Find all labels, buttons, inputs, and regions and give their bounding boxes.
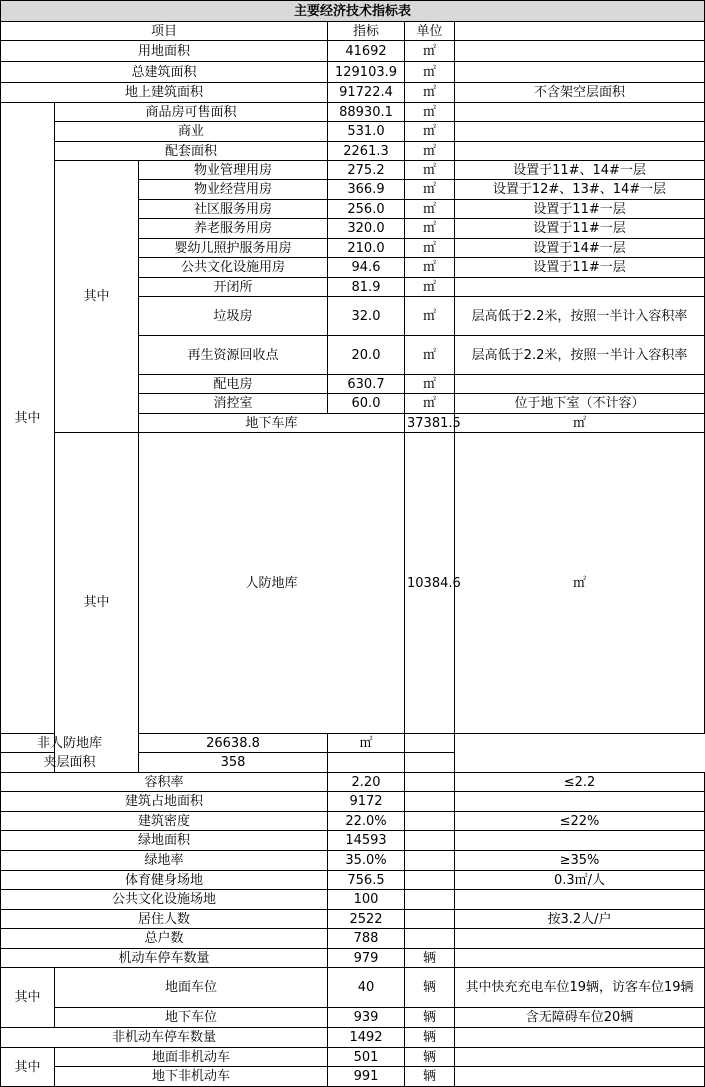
table-row [1,890,705,910]
row-unit: ㎡ [405,239,455,258]
row-unit: ㎡ [405,219,455,239]
row-unit: 辆 [405,949,455,968]
table-row [1,83,705,103]
row-label: 地上建筑面积 [1,83,328,103]
table-row [1,1008,705,1028]
row-value: 756.5 [328,871,405,890]
row-value: 358 [139,753,328,773]
table-row [1,753,705,773]
row-label: 非人防地库 [1,734,139,753]
row-value: 979 [328,949,405,968]
row-note [455,792,705,812]
row-note: 0.3㎡/人 [455,871,705,890]
table-title: 主要经济技术指标表 [1,1,705,22]
header-value: 指标 [328,22,405,41]
row-unit [405,792,455,812]
row-note: 含无障碍车位20辆 [455,1008,705,1028]
table-row [1,949,705,968]
table-row [1,1048,705,1067]
row-label: 公共文化设施场地 [1,890,328,910]
header-row [1,22,705,41]
row-value: 256.0 [328,200,405,219]
table-row [1,734,705,753]
row-unit: ㎡ [405,375,455,394]
row-note: 设置于11#一层 [455,200,705,219]
row-label: 社区服务用房 [139,200,328,219]
row-unit: 辆 [405,1067,455,1087]
row-unit: ㎡ [405,161,455,180]
row-label: 非机动车停车数量 [1,1028,328,1048]
row-note [455,103,705,122]
row-value: 129103.9 [328,62,405,83]
row-unit: 辆 [405,968,455,1008]
row-value: 2261.3 [328,142,405,161]
row-note [455,1048,705,1067]
row-note [455,1028,705,1048]
table-row [1,1028,705,1048]
row-label: 商品房可售面积 [55,103,328,122]
row-label: 物业经营用房 [139,180,328,200]
row-unit [405,910,455,929]
row-unit: ㎡ [405,122,455,142]
row-note [455,890,705,910]
row-label: 公共文化设施用房 [139,258,328,278]
row-unit: 辆 [405,1028,455,1048]
row-value: 41692 [328,41,405,62]
row-label: 总户数 [1,929,328,949]
table-row [1,968,705,1008]
row-label: 消控室 [139,394,328,414]
row-value: 35.0% [328,851,405,871]
row-unit: ㎡ [405,142,455,161]
row-note: 设置于12#、13#、14#一层 [455,180,705,200]
group-label-1: 其中 [1,103,55,734]
row-note [405,753,455,773]
row-unit: ㎡ [405,200,455,219]
table-row [1,871,705,890]
row-unit [405,890,455,910]
table-row [1,1067,705,1087]
row-note [455,278,705,297]
row-value: 630.7 [328,375,405,394]
table-row [1,831,705,851]
row-note [455,831,705,851]
row-value: 991 [328,1067,405,1087]
row-label: 容积率 [1,773,328,792]
row-label: 配电房 [139,375,328,394]
row-value: 366.9 [328,180,405,200]
row-value: 320.0 [328,219,405,239]
table-row [1,910,705,929]
row-note: 设置于11#一层 [455,219,705,239]
row-unit [405,831,455,851]
row-note: 其中快充充电车位19辆，访客车位19辆 [455,968,705,1008]
row-unit: ㎡ [455,414,705,433]
row-note: 设置于11#、14#一层 [455,161,705,180]
row-note [455,142,705,161]
table-row [1,62,705,83]
row-value: 10384.6 [405,433,455,734]
row-unit: ㎡ [405,41,455,62]
row-value: 2522 [328,910,405,929]
row-note [455,122,705,142]
row-unit: ㎡ [405,336,455,375]
row-note [455,929,705,949]
row-unit: 辆 [405,1048,455,1067]
row-label: 绿地面积 [1,831,328,851]
row-label: 机动车停车数量 [1,949,328,968]
row-value: 1492 [328,1028,405,1048]
row-label: 用地面积 [1,41,328,62]
table-row [1,142,705,161]
row-value: 60.0 [328,394,405,414]
row-value: 37381.5 [405,414,455,433]
row-unit [405,871,455,890]
table-row [1,929,705,949]
row-label: 配套面积 [55,142,328,161]
row-value: 20.0 [328,336,405,375]
row-unit: 辆 [405,1008,455,1028]
row-label: 地下车库 [139,414,405,433]
row-note: 设置于14#一层 [455,239,705,258]
group-label-5: 其中 [1,1048,55,1087]
row-label: 地面车位 [55,968,328,1008]
header-item: 项目 [1,22,328,41]
table-row [1,103,705,122]
header-note [455,22,705,41]
table-row [1,41,705,62]
row-note [455,375,705,394]
row-value: 94.6 [328,258,405,278]
row-label: 养老服务用房 [139,219,328,239]
row-label: 垃圾房 [139,297,328,336]
row-unit [328,753,405,773]
row-note [405,734,455,753]
row-note: 不含架空层面积 [455,83,705,103]
row-value: 26638.8 [139,734,328,753]
row-label: 居住人数 [1,910,328,929]
row-unit: ㎡ [405,103,455,122]
row-unit: ㎡ [405,278,455,297]
table-row [1,122,705,142]
table-row [1,773,705,792]
table-row [1,161,705,180]
table-row [1,433,705,734]
row-value: 939 [328,1008,405,1028]
row-unit: ㎡ [405,297,455,336]
row-note: ≥35% [455,851,705,871]
row-label: 建筑占地面积 [1,792,328,812]
row-unit: ㎡ [328,734,405,753]
row-note: 按3.2人/户 [455,910,705,929]
row-value: 210.0 [328,239,405,258]
group-label-4: 其中 [1,968,55,1028]
row-value: 9172 [328,792,405,812]
row-value: 88930.1 [328,103,405,122]
row-unit: ㎡ [405,258,455,278]
row-note: ≤2.2 [455,773,705,792]
row-label: 绿地率 [1,851,328,871]
row-label: 开闭所 [139,278,328,297]
row-label: 物业管理用房 [139,161,328,180]
row-value: 32.0 [328,297,405,336]
row-note: 层高低于2.2米，按照一半计入容积率 [455,297,705,336]
row-unit: ㎡ [405,62,455,83]
row-label: 体育健身场地 [1,871,328,890]
row-note: ≤22% [455,812,705,831]
row-value: 531.0 [328,122,405,142]
row-note [455,949,705,968]
row-unit [405,851,455,871]
row-label: 地面非机动车 [55,1048,328,1067]
row-unit [405,773,455,792]
row-value: 14593 [328,831,405,851]
row-label: 地下非机动车 [55,1067,328,1087]
group-label-2: 其中 [55,161,139,433]
row-unit: ㎡ [405,394,455,414]
row-value: 22.0% [328,812,405,831]
row-value: 40 [328,968,405,1008]
row-note: 位于地下室（不计容） [455,394,705,414]
row-value: 81.9 [328,278,405,297]
group-label-3: 其中 [55,433,139,773]
row-value: 100 [328,890,405,910]
row-unit [405,812,455,831]
header-unit: 单位 [405,22,455,41]
row-value: 501 [328,1048,405,1067]
row-label: 地下车位 [55,1008,328,1028]
row-note: 设置于11#一层 [455,258,705,278]
row-value: 788 [328,929,405,949]
table-row [1,851,705,871]
row-unit: ㎡ [405,83,455,103]
row-unit: ㎡ [405,180,455,200]
row-value: 2.20 [328,773,405,792]
row-note: 层高低于2.2米，按照一半计入容积率 [455,336,705,375]
row-value: 91722.4 [328,83,405,103]
row-label: 夹层面积 [1,753,139,773]
row-note [455,1067,705,1087]
table-row [1,792,705,812]
row-label: 婴幼儿照护服务用房 [139,239,328,258]
row-note [455,62,705,83]
title-row [1,1,705,22]
row-label: 商业 [55,122,328,142]
row-label: 人防地库 [139,433,405,734]
row-value: 275.2 [328,161,405,180]
row-note [455,41,705,62]
table-row [1,812,705,831]
row-label: 总建筑面积 [1,62,328,83]
row-unit: ㎡ [455,433,705,734]
row-label: 建筑密度 [1,812,328,831]
row-label: 再生资源回收点 [139,336,328,375]
row-unit [405,929,455,949]
